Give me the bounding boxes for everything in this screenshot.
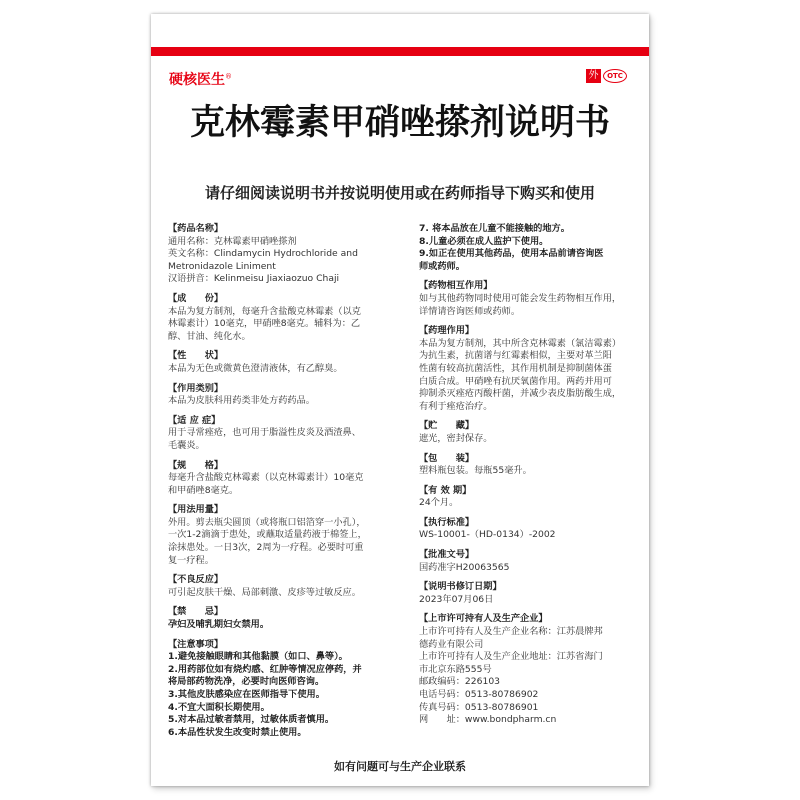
text-line: 抑制杀灭痤疮丙酸杆菌，并减少表皮脂肪酸生成，: [419, 388, 622, 400]
left-column: [168, 223, 394, 746]
text-line: 将局部药物洗净，必要时向医师咨询。: [168, 676, 325, 688]
section-heading: 【注意事项】: [168, 638, 224, 650]
section-company: [419, 613, 637, 726]
section-heading: 【适 应 症】: [168, 414, 221, 426]
text-line: 一次1-2滴滴于患处，或蘸取适量药液于棉签上，: [168, 529, 367, 541]
text-line: 2.用药部位如有烧灼感、红肿等情况应停药，并: [168, 663, 362, 675]
right-column: [419, 223, 637, 734]
section-heading: 【禁 忌】: [168, 606, 224, 618]
text-line: 用于寻常痤疮，也可用于脂溢性皮炎及酒渣鼻、: [168, 427, 361, 439]
text-line: 国药准字H20063565: [419, 561, 510, 573]
text-line: 毛囊炎。: [168, 439, 205, 451]
section-package: [419, 453, 637, 478]
section-heading: 【药理作用】: [419, 325, 475, 337]
section-validity: [419, 485, 637, 510]
section-revision-date: [419, 581, 637, 606]
text-line: 上市许可持有人及生产企业名称：江苏晨牌邦: [419, 626, 603, 638]
text-line: 德药业有限公司: [419, 638, 484, 650]
section-dosage: [168, 504, 394, 567]
leaflet-sheet: [151, 14, 649, 786]
text-line: 4.不宜大面积长期使用。: [168, 701, 270, 713]
text-line: 本品为皮肤科用药类非处方药药品。: [168, 395, 315, 407]
text-line: 外用。剪去瓶尖圆顶（或将瓶口铝箔穿一小孔），: [168, 516, 366, 528]
common-name: 通用名称：克林霉素甲硝唑搽剂: [168, 235, 297, 247]
red-top-bar: [151, 47, 649, 56]
text-line: 24个月。: [419, 497, 459, 509]
section-precautions-continued: [419, 223, 637, 273]
text-line: 8.儿童必须在成人监护下使用。: [419, 235, 549, 247]
text-line: 本品为复方制剂，每毫升含盐酸克林霉素（以克: [168, 305, 361, 317]
section-heading: 【包 装】: [419, 452, 475, 464]
registered-mark: ®: [225, 72, 232, 81]
english-name-line-2: Metronidazole Liniment: [168, 260, 276, 272]
section-heading: 【性 状】: [168, 350, 224, 362]
text-line: 6.本品性状发生改变时禁止使用。: [168, 726, 307, 738]
text-line: 孕妇及哺乳期妇女禁用。: [168, 619, 270, 631]
section-heading: 【执行标准】: [419, 516, 475, 528]
section-heading: 【批准文号】: [419, 549, 475, 561]
section-adverse-reactions: [168, 574, 394, 599]
text-line: 5.对本品过敏者禁用，过敏体质者慎用。: [168, 714, 335, 726]
text-line: 白质合成。甲硝唑有抗厌氧菌作用。两药并用可: [419, 375, 612, 387]
otc-mark: OTC: [603, 69, 627, 83]
website: 网 址：www.bondpharm.cn: [419, 714, 557, 726]
section-heading: 【说明书修订日期】: [419, 581, 502, 593]
text-line: 塑料瓶包装。每瓶55毫升。: [419, 465, 532, 477]
text-line: 和甲硝唑8毫克。: [168, 484, 239, 496]
section-heading: 【成 份】: [168, 292, 224, 304]
section-heading: 【作用类别】: [168, 382, 224, 394]
text-line: 9.如正在使用其他药品，使用本品前请咨询医: [419, 248, 604, 260]
brand-name: 硬核医生: [169, 72, 225, 88]
text-line: 本品为无色或微黄色澄清液体，有乙醇臭。: [168, 362, 343, 374]
text-line: 师或药师。: [419, 260, 465, 272]
text-line: 每毫升含盐酸克林霉素（以克林霉素计）10毫克: [168, 472, 364, 484]
page-title: 克林霉素甲硝唑搽剂说明书: [189, 103, 610, 143]
section-heading: 【药物相互作用】: [419, 280, 493, 292]
section-appearance: [168, 350, 394, 375]
section-interactions: [419, 280, 637, 318]
text-line: 市北京东路555号: [419, 663, 492, 675]
section-heading: 【药品名称】: [168, 223, 224, 234]
section-contraindications: [168, 606, 394, 631]
pinyin-name: 汉语拼音：Kelinmeisu Jiaxiaozuo Chaji: [168, 273, 340, 285]
text-line: 性菌有较高抗菌活性，其作用机制是抑制菌体蛋: [419, 362, 612, 374]
section-heading: 【用法用量】: [168, 504, 224, 516]
text-line: 复一疗程。: [168, 554, 214, 566]
footer-contact-note: 如有问题可与生产企业联系: [334, 760, 466, 773]
section-drug-name: [168, 223, 394, 286]
fax-number: 传真号码：0513-80786901: [419, 701, 539, 713]
section-pharmacology: [419, 325, 637, 413]
otc-badge: [586, 69, 627, 83]
section-heading: 【贮 藏】: [419, 420, 475, 432]
text-line: 有利于痤疮治疗。: [419, 400, 493, 412]
section-heading: 【规 格】: [168, 459, 224, 471]
section-precautions: [168, 639, 394, 740]
text-line: 详情请咨询医师或药师。: [419, 305, 521, 317]
section-heading: 【上市许可持有人及生产企业】: [419, 613, 548, 625]
text-line: 如与其他药物同时使用可能会发生药物相互作用，: [419, 292, 622, 304]
external-use-mark: 外: [586, 69, 601, 83]
section-standard: [419, 517, 637, 542]
brand-logo: [169, 69, 232, 89]
text-line: 1.避免接触眼睛和其他黏膜（如口、鼻等）。: [168, 651, 348, 663]
text-line: 3.其他皮肤感染应在医师指导下使用。: [168, 689, 325, 700]
section-approval: [419, 549, 637, 574]
text-line: 本品为复方制剂，其中所含克林霉素（氯洁霉素）: [419, 337, 622, 349]
section-spec: [168, 460, 394, 498]
postal-code: 邮政编码：226103: [419, 676, 501, 688]
section-ingredients: [168, 293, 394, 343]
english-name-line-1: 英文名称：Clindamycin Hydrochloride and: [168, 248, 358, 260]
section-heading: 【不良反应】: [168, 574, 224, 586]
text-line: 遮光，密封保存。: [419, 432, 493, 444]
text-line: 上市许可持有人及生产企业地址：江苏省海门: [419, 651, 603, 663]
phone-number: 电话号码：0513-80786902: [419, 689, 539, 700]
text-line: 2023年07月06日: [419, 593, 494, 605]
text-line: 7. 将本品放在儿童不能接触的地方。: [419, 223, 570, 234]
text-line: 林霉素计）10毫克，甲硝唑8毫克。辅料为：乙: [168, 318, 361, 330]
text-line: 涂抹患处。一日3次，2周为一疗程。必要时可重: [168, 542, 364, 554]
text-line: 醇、甘油、纯化水。: [168, 330, 251, 342]
section-category: [168, 383, 394, 408]
section-storage: [419, 420, 637, 445]
text-line: 为抗生素，抗菌谱与红霉素相似，主要对革兰阳: [419, 350, 612, 362]
text-line: WS-10001-（HD-0134）-2002: [419, 529, 556, 541]
section-indications: [168, 415, 394, 453]
text-line: 可引起皮肤干燥、局部刺激、皮疹等过敏反应。: [168, 586, 361, 598]
usage-warning: 请仔细阅读说明书并按说明使用或在药师指导下购买和使用: [204, 184, 595, 202]
section-heading: 【有 效 期】: [419, 484, 472, 496]
